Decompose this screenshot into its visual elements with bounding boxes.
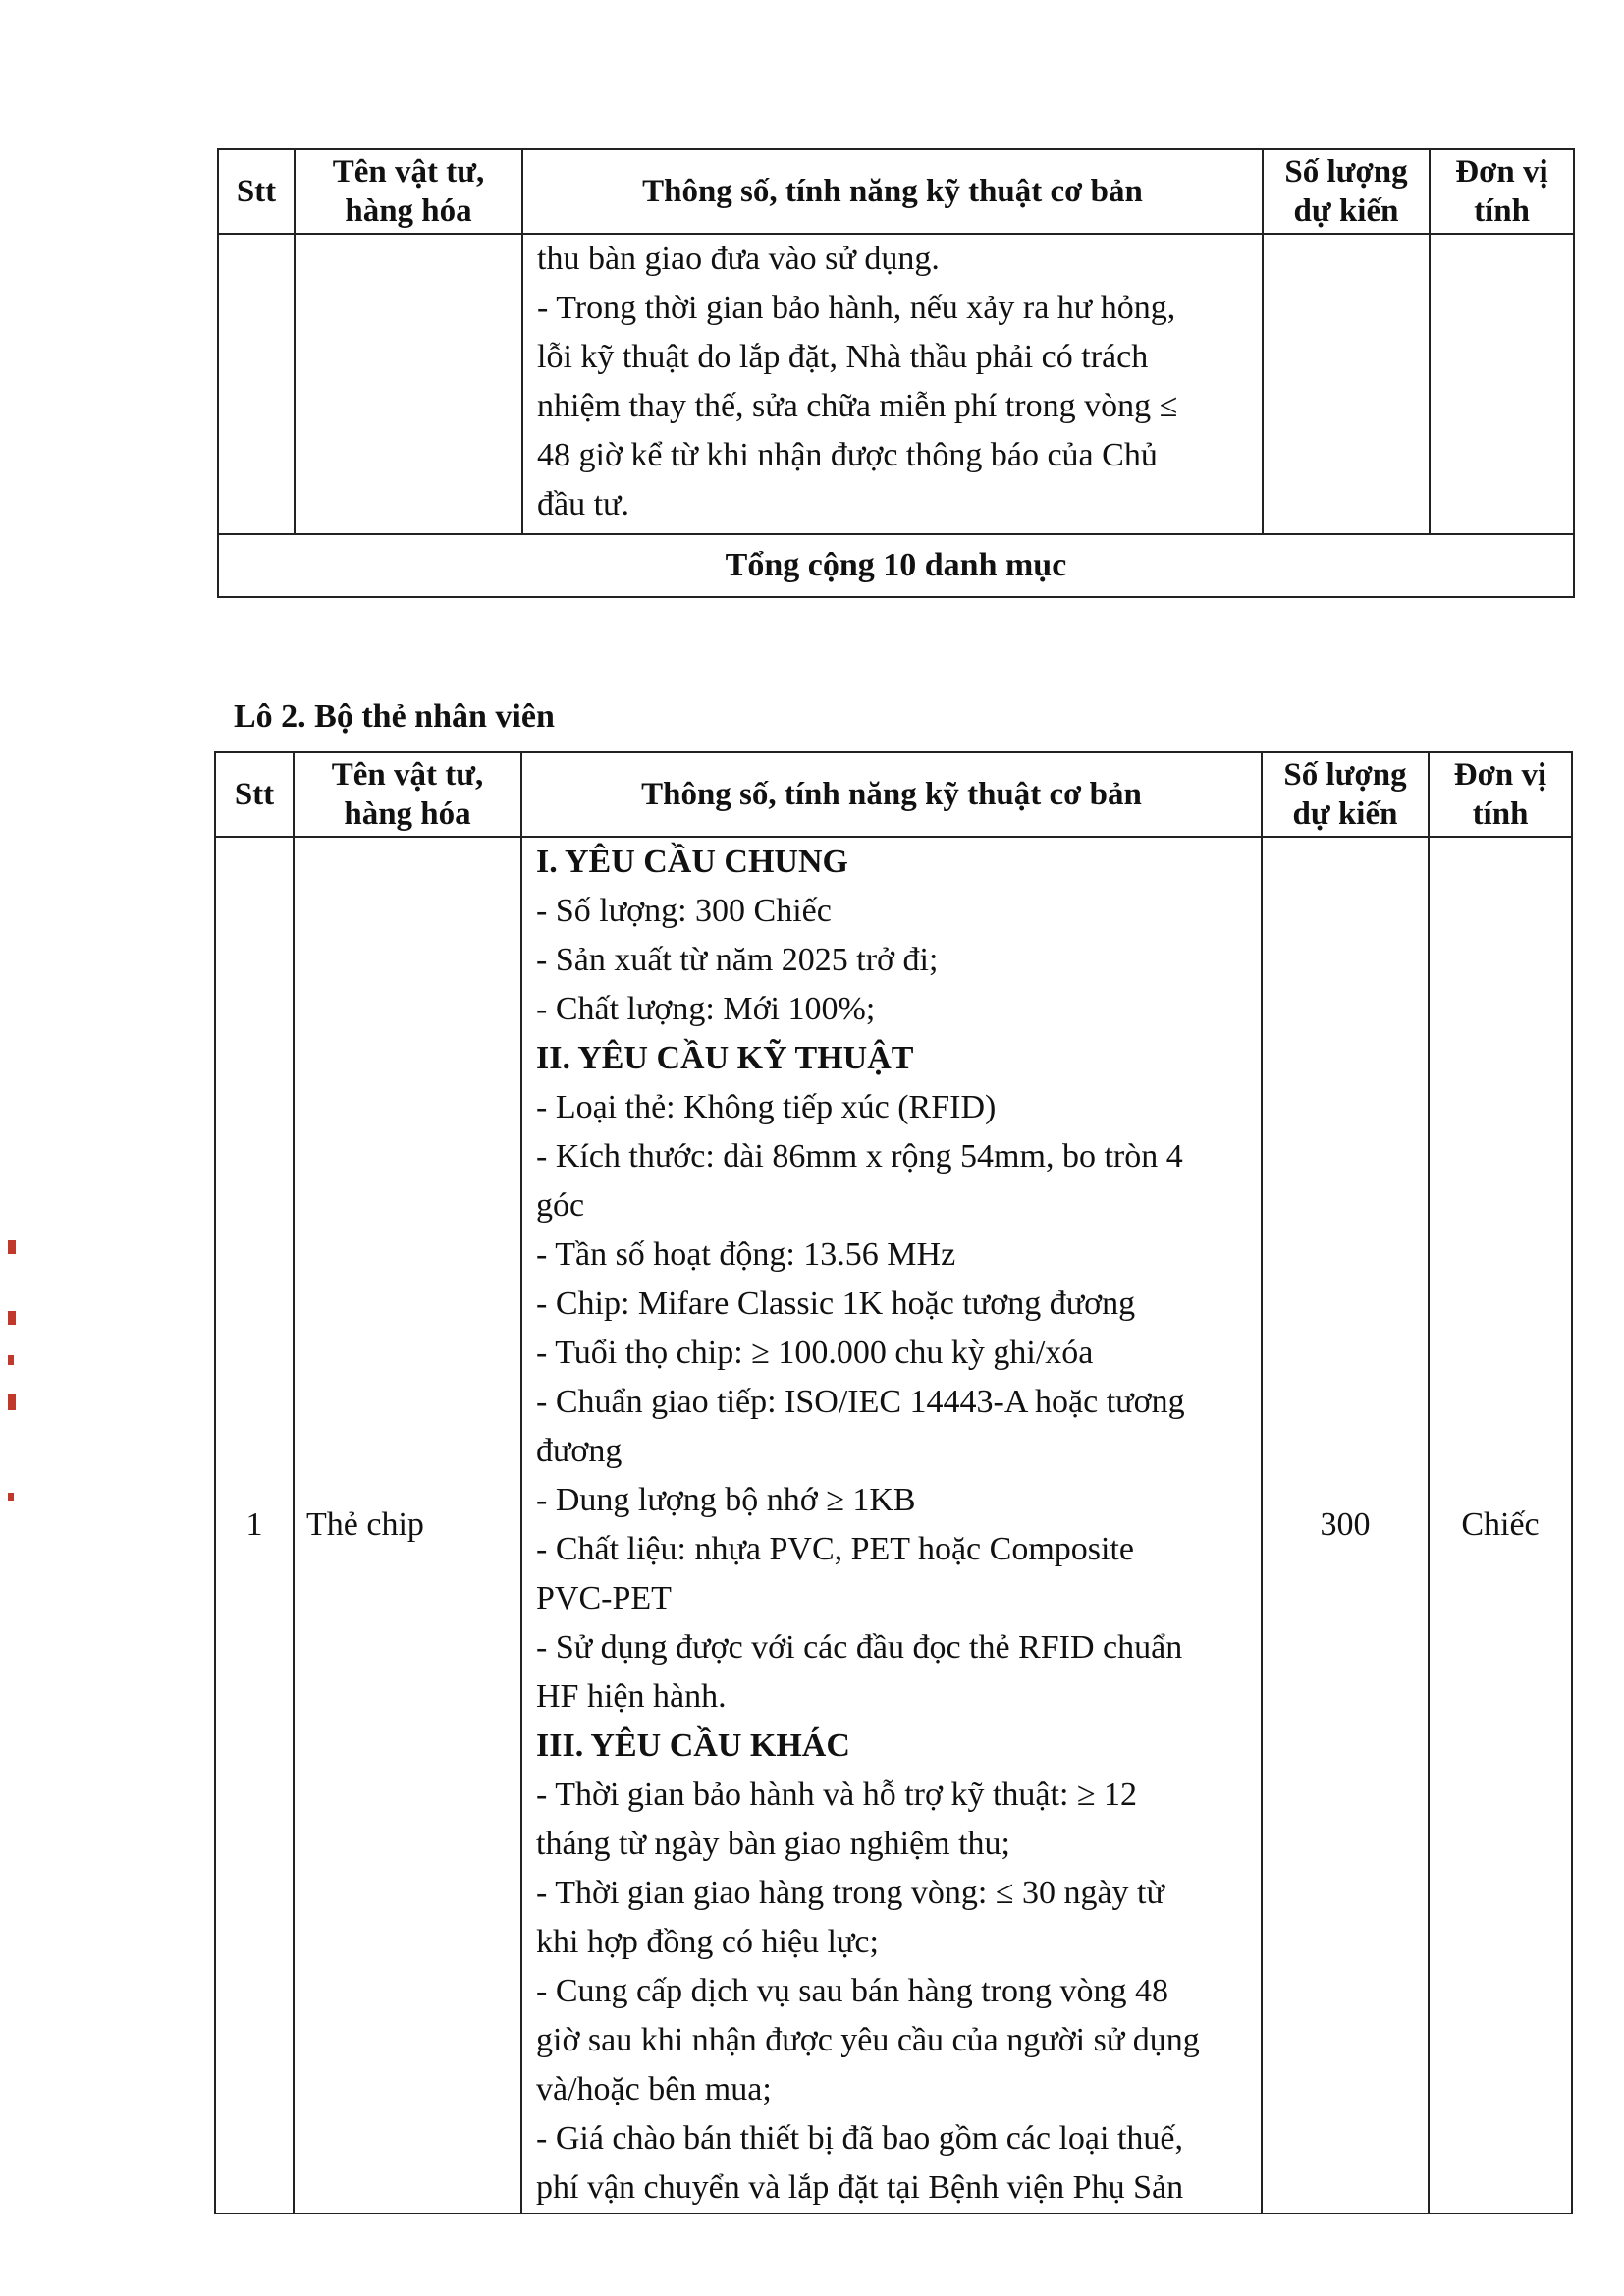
qty-cell xyxy=(1263,234,1430,534)
spec-cell xyxy=(521,837,1262,2214)
spec-line: - Tuổi thọ chip: ≥ 100.000 chu kỳ ghi/xóa xyxy=(536,1335,1094,1371)
unit-cell xyxy=(1430,234,1574,534)
table-header-row xyxy=(218,149,1574,234)
spec-line: - Cung cấp dịch vụ sau bán hàng trong vòng 48 xyxy=(536,1973,1168,2009)
spec-line: 48 giờ kể từ khi nhận được thông báo của Chủ xyxy=(537,437,1158,473)
header-qty: Số lượng dự kiến xyxy=(1263,149,1430,234)
spec-line: lỗi kỹ thuật do lắp đặt, Nhà thầu phải có trách xyxy=(537,339,1149,375)
stt-cell xyxy=(218,234,295,534)
spec-line: - Dung lượng bộ nhớ ≥ 1KB xyxy=(536,1482,916,1518)
spec-line: PVC-PET xyxy=(536,1580,672,1616)
scan-speck xyxy=(8,1355,14,1365)
spec-line: - Sử dụng được với các đầu đọc thẻ RFID chuẩn xyxy=(536,1629,1183,1666)
spec-line: nhiệm thay thế, sửa chữa miễn phí trong vòng ≤ xyxy=(537,388,1178,424)
spec-line: khi hợp đồng có hiệu lực; xyxy=(536,1924,879,1960)
table-row xyxy=(215,837,1572,2214)
spec-table-lot2 xyxy=(214,751,1573,2214)
header-spec: Thông số, tính năng kỹ thuật cơ bản xyxy=(521,752,1262,837)
spec-line: - Loại thẻ: Không tiếp xúc (RFID) xyxy=(536,1089,997,1125)
unit-cell: Chiếc xyxy=(1429,837,1572,2214)
header-unit: Đơn vị tính xyxy=(1429,752,1572,837)
spec-line: - Trong thời gian bảo hành, nếu xảy ra hư hỏng, xyxy=(537,290,1176,326)
spec-line: phí vận chuyển và lắp đặt tại Bệnh viện Phụ Sản xyxy=(536,2169,1184,2206)
lot-2-title: Lô 2. Bộ thẻ nhân viên xyxy=(234,698,555,735)
total-row xyxy=(218,534,1574,597)
spec-line: - Số lượng: 300 Chiếc xyxy=(536,893,832,929)
section-heading: I. YÊU CẦU CHUNG xyxy=(536,844,848,880)
spec-cell xyxy=(522,234,1263,534)
header-stt: Stt xyxy=(218,149,295,234)
header-stt: Stt xyxy=(215,752,294,837)
spec-line: HF hiện hành. xyxy=(536,1678,727,1715)
stt-cell: 1 xyxy=(215,837,294,2214)
spec-line: - Kích thước: dài 86mm x rộng 54mm, bo tròn 4 xyxy=(536,1138,1183,1175)
header-spec: Thông số, tính năng kỹ thuật cơ bản xyxy=(522,149,1263,234)
scan-speck xyxy=(8,1240,16,1254)
spec-line: giờ sau khi nhận được yêu cầu của người sử dụng xyxy=(536,2022,1200,2058)
name-cell: Thẻ chip xyxy=(294,837,521,2214)
spec-line: góc xyxy=(536,1187,585,1224)
spec-line: - Sản xuất từ năm 2025 trở đi; xyxy=(536,942,939,978)
spec-line: đầu tư. xyxy=(537,486,629,522)
spec-table-lot1 xyxy=(217,148,1575,598)
scan-speck xyxy=(8,1493,14,1501)
spec-line: - Chuẩn giao tiếp: ISO/IEC 14443-A hoặc tương xyxy=(536,1384,1185,1420)
scan-speck xyxy=(8,1311,16,1325)
spec-line: tháng từ ngày bàn giao nghiệm thu; xyxy=(536,1826,1011,1862)
spec-line: và/hoặc bên mua; xyxy=(536,2071,772,2107)
section-heading: III. YÊU CẦU KHÁC xyxy=(536,1727,850,1764)
header-name: Tên vật tư, hàng hóa xyxy=(295,149,522,234)
table-row xyxy=(218,234,1574,534)
header-name: Tên vật tư, hàng hóa xyxy=(294,752,521,837)
spec-line: - Thời gian giao hàng trong vòng: ≤ 30 ngày từ xyxy=(536,1875,1164,1911)
spec-line: - Giá chào bán thiết bị đã bao gồm các loại thuế, xyxy=(536,2120,1183,2157)
spec-line: - Chip: Mifare Classic 1K hoặc tương đương xyxy=(536,1285,1136,1322)
spec-line: đương xyxy=(536,1433,623,1469)
header-unit: Đơn vị tính xyxy=(1430,149,1574,234)
total-label: Tổng cộng 10 danh mục xyxy=(218,534,1574,597)
table-header-row xyxy=(215,752,1572,837)
qty-cell: 300 xyxy=(1262,837,1429,2214)
spec-line: - Thời gian bảo hành và hỗ trợ kỹ thuật: ≥ 12 xyxy=(536,1777,1138,1813)
name-cell xyxy=(295,234,522,534)
header-qty: Số lượng dự kiến xyxy=(1262,752,1429,837)
spec-line: thu bàn giao đưa vào sử dụng. xyxy=(537,241,940,277)
spec-line: - Chất lượng: Mới 100%; xyxy=(536,991,876,1027)
scan-speck xyxy=(8,1394,16,1410)
spec-line: - Chất liệu: nhựa PVC, PET hoặc Composite xyxy=(536,1531,1134,1567)
spec-line: - Tần số hoạt động: 13.56 MHz xyxy=(536,1236,956,1273)
section-heading: II. YÊU CẦU KỸ THUẬT xyxy=(536,1040,914,1076)
